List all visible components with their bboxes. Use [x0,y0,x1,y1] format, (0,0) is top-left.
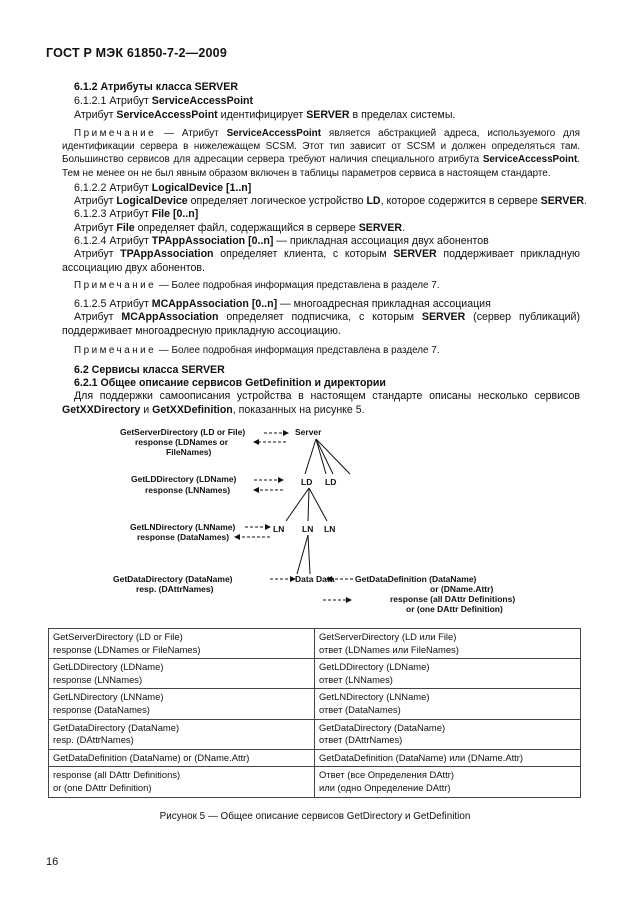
cell-line: response (LNNames) [53,673,143,685]
table-cell-russian [315,689,581,719]
cell-line: ответ (DataNames) [319,703,401,715]
section-6-2-1-title: 6.2.1 Общее описание сервисов GetDefinition и директории [74,377,386,389]
diagram-node-server: Server [295,427,322,437]
diagram-label: FileNames) [166,447,212,457]
table-cell-russian [315,659,581,689]
table-cell-english [49,719,315,749]
paragraph-tp-app-association: Атрибут TPAppAssociation определяет клиента, с которым SERVER поддерживает прикладную ассоциацию двух абонентов. [62,248,581,274]
cell-line: GetLDDirectory (LDName) [53,661,164,673]
cell-line: ответ (LNNames) [319,673,393,685]
cell-line: GetLDDirectory (LDName) [319,661,430,673]
section-6-1-2-2-heading: 6.1.2.2 Атрибут LogicalDevice [1..n] [74,182,252,194]
tree-edge [309,488,327,521]
diagram-label: or (one DAttr Definition) [406,604,503,614]
table-cell-russian [315,767,581,797]
diagram-label: response (DataNames) [137,532,230,542]
cell-line: response (DataNames) [53,703,150,715]
cell-line: response (LDNames or FileNames) [53,643,201,655]
diagram-label: GetDataDirectory (DataName) [113,574,233,584]
diagram-node-ln: LN [324,524,336,534]
cell-line: GetDataDefinition (DataName) or (DName.Attr) [53,751,250,763]
diagram-node-ld: LD [301,477,313,487]
section-6-1-2-5-heading: 6.1.2.5 Атрибут MCAppAssociation [0..n] — многоадресная прикладная ассоциация [74,298,491,310]
paragraph-logical-device: Атрибут LogicalDevice определяет логическое устройство LD, которое содержится в сервере SERVER. [74,195,587,207]
cell-line: или (одно Определение DAttr) [319,781,451,793]
section-6-1-2-4-heading: 6.1.2.4 Атрибут TPAppAssociation [0..n] — прикладная ассоциация двух абонентов [74,235,489,247]
table-row [49,749,581,767]
table-cell-english [49,659,315,689]
figure-caption: Рисунок 5 — Общее описание сервисов GetDirectory и GetDefinition [159,811,471,822]
page-number: 16 [46,856,59,868]
page-header: ГОСТ Р МЭК 61850-7-2—2009 [46,46,227,60]
diagram-label: response (all DAttr Definitions) [390,594,516,604]
table-cell-english [49,629,315,659]
cell-line: GetLNDirectory (LNName) [53,691,164,703]
section-6-2-title: 6.2 Сервисы класса SERVER [74,364,225,376]
paragraph-file: Атрибут File определяет файл, содержащийся в сервере SERVER. [74,222,406,234]
table-row [49,689,581,719]
paragraph-service-overview: Для поддержки самоописания устройства в настоящем стандарте описаны несколько сервисов GetXXDirectory и GetXXDefinition, показанных на рисунке 5. [62,390,580,416]
diagram-label: GetDataDefinition (DataName) [355,574,477,584]
cell-line: GetLNDirectory (LNName) [319,691,430,703]
section-6-1-2-3-heading: 6.1.2.3 Атрибут File [0..n] [74,208,199,220]
paragraph-service-access-point: Атрибут ServiceAccessPoint идентифицирует SERVER в пределах системы. [74,109,456,121]
cell-line: ответ (LDNames или FileNames) [319,643,459,655]
cell-line: GetServerDirectory (LD or File) [53,631,183,642]
tree-edge [305,439,316,474]
table-cell-english [49,749,315,767]
table-cell-russian [315,629,581,659]
diagram-node-ln: LN [273,524,285,534]
diagram-node-ld: LD [325,477,337,487]
cell-line: GetDataDefinition (DataName) или (DName.Attr) [319,751,524,763]
section-6-1-2-title: 6.1.2 Атрибуты класса SERVER [74,81,238,93]
diagram-label: GetServerDirectory (LD or File) [120,427,246,437]
diagram-node-data: Data [316,574,335,584]
table-row [49,767,581,797]
cell-line: Ответ (все Определения DAttr) [319,769,454,781]
paragraph-mc-app-association: Атрибут MCAppAssociation определяет подписчика, с которым SERVER (сервер публикаций) поддерживает многоадресную прикладную ассоциацию. [62,311,580,337]
diagram-label: or (DName.Attr) [430,584,494,594]
tree-edge [308,488,309,521]
table-cell-english [49,767,315,797]
diagram-label: resp. (DAttrNames) [136,584,214,594]
cell-line: ответ (DAttrNames) [319,734,403,746]
cell-line: or (one DAttr Definition) [53,781,152,793]
section-6-1-2-1-heading: 6.1.2.1 Атрибут ServiceAccessPoint [74,95,254,107]
note-service-access-point: Примечание — Атрибут ServiceAccessPoint является абстракцией адреса, используемого для идентификации сервера в нижележащем SCSM. Этот тип зависит от SCSM и должен определяться там. Большинство сервисов для адресации сервера требуют наличия специального атрибута ServiceAccessPoint. Тем не менее он не был явным образом включен в таблицы параметров сервиса в настоящем стандарте. [62,128,581,179]
cell-line: GetDataDirectory (DataName) [319,721,446,733]
cell-line: GetServerDirectory (LD или File) [319,631,457,642]
cell-line: resp. (DAttrNames) [53,734,134,746]
diagram-label: response (LNNames) [145,485,231,495]
table-row [49,659,581,689]
cell-line: response (all DAttr Definitions) [53,769,181,781]
tree-edge [286,488,309,521]
table-cell-english [49,689,315,719]
diagram-label: GetLNDirectory (LNName) [130,522,236,532]
table-row [49,629,581,659]
service-hierarchy-diagram [105,423,535,614]
note-mc-app-association: Примечание — Более подробная информация представлена в разделе 7. [74,345,440,356]
diagram-label: response (LDNames or [135,437,229,447]
diagram-node-data: Data [295,574,314,584]
cell-line: GetDataDirectory (DataName) [53,721,180,733]
diagram-node-ln: LN [302,524,314,534]
note-tp-app-association: Примечание — Более подробная информация представлена в разделе 7. [74,280,440,291]
table-row [49,719,581,749]
table-cell-russian [315,749,581,767]
tree-edge [297,535,308,574]
translation-table [48,628,581,798]
tree-edge [308,535,310,574]
table-cell-russian [315,719,581,749]
diagram-label: GetLDDirectory (LDName) [131,474,237,484]
